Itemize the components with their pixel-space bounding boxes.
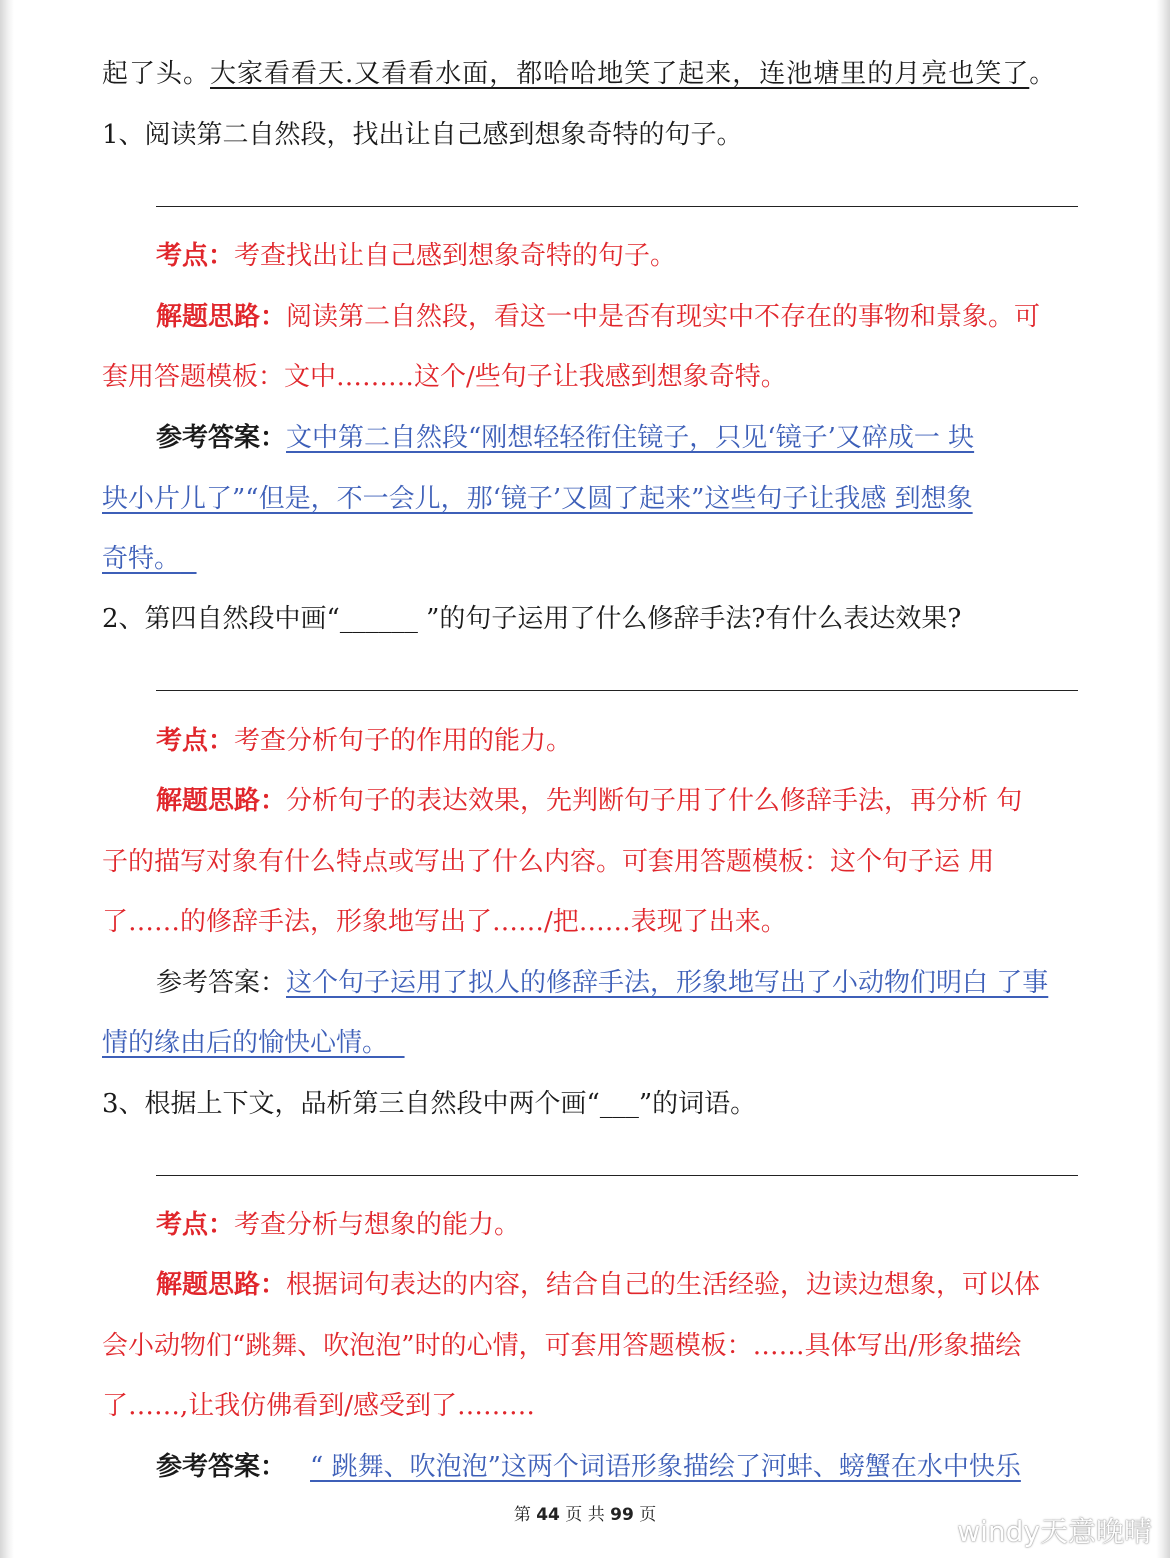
- q3-answer: [156, 1449, 1078, 1485]
- page-edge-left: [0, 0, 14, 1558]
- q2-kaodian-label: 考点：: [156, 726, 235, 756]
- footer-total-pages: 99: [610, 1505, 634, 1525]
- q3-answer-line1: “ 跳舞、吹泡泡”这两个词语形象描绘了河蚌、螃蟹在水中快乐: [310, 1452, 1021, 1482]
- q3-kaodian-label: 考点：: [156, 1210, 235, 1240]
- q1-answer-label: 参考答案：: [156, 423, 287, 453]
- q3-answer-label: 参考答案：: [156, 1452, 287, 1482]
- q3-question-b: ”的词语。: [638, 1089, 757, 1119]
- q3-silu: [156, 1267, 1078, 1303]
- q2-answer-label: 参考答案：: [156, 968, 287, 998]
- story-end-line: [102, 56, 1078, 92]
- q2-question-blank: ______: [339, 604, 418, 634]
- q2-answer-rule: [156, 690, 1078, 691]
- footer-pre: 第: [513, 1505, 531, 1525]
- q2-kaodian: [156, 723, 1078, 759]
- footer-mid: 页 共: [565, 1505, 605, 1525]
- q2-silu-line1: 分析句子的表达效果，先判断句子用了什么修辞手法，再分析 句: [286, 786, 1023, 816]
- q3-silu-label: 解题思路：: [156, 1270, 287, 1300]
- q1-answer-line2: 块小片儿了”“但是，不一会儿，那‘镜子’又圆了起来”这些句子让我感 到想象: [102, 484, 973, 514]
- q2-answer-line2: 情的缘由后的愉快心情。: [102, 1028, 389, 1058]
- q3-silu-line3: 了……,让我仿佛看到/感受到了………: [102, 1391, 536, 1421]
- q1-answer-line3: 奇特。: [102, 544, 181, 574]
- q3-silu-line2: 会小动物们“跳舞、吹泡泡”时的心情，可套用答题模板：……具体写出/形象描绘: [102, 1331, 1022, 1361]
- q3-kaodian-text: 考查分析与想象的能力。: [234, 1210, 521, 1240]
- story-end-prefix: 起了头。: [102, 59, 211, 89]
- q1-kaodian-text: 考查找出让自己感到想象奇特的句子。: [234, 241, 677, 271]
- q2-kaodian-text: 考查分析句子的作用的能力。: [234, 726, 573, 756]
- q1-kaodian-label: 考点：: [156, 241, 235, 271]
- q1-answer-line3-wrap: [102, 541, 1078, 577]
- q2-silu: [156, 783, 1078, 819]
- story-end-underlined: 大家看看天.又看看水面，都哈哈地笑了起来，连池塘里的月亮也笑了: [210, 59, 1030, 89]
- q2-question-a: 2、第四自然段中画“: [102, 604, 340, 634]
- q1-kaodian: [156, 238, 1078, 274]
- watermark: windy天意晚晴: [957, 1515, 1152, 1548]
- footer-post: 页: [639, 1505, 657, 1525]
- q1-silu-label: 解题思路：: [156, 302, 287, 332]
- q1-silu-line2: 套用答题模板：文中………这个/些句子让我感到想象奇特。: [102, 362, 787, 392]
- q3-silu-line1: 根据词句表达的内容，结合自己的生活经验，边读边想象，可以体: [286, 1270, 1041, 1300]
- footer-page-number: 44: [536, 1505, 560, 1525]
- q3-question-blank: ___: [599, 1089, 639, 1119]
- q3-kaodian: [156, 1207, 1078, 1243]
- q2-silu-line2: 子的描写对象有什么特点或写出了什么内容。可套用答题模板：这个句子运 用: [102, 847, 995, 877]
- q3-question-a: 3、根据上下文，品析第三自然段中两个画“: [102, 1089, 600, 1119]
- q3-answer-rule: [156, 1175, 1078, 1176]
- page-edge-right: [1156, 0, 1170, 1558]
- story-end-suffix: 。: [1029, 59, 1057, 89]
- q2-answer-line1: 这个句子运用了拟人的修辞手法，形象地写出了小动物们明白 了事: [286, 968, 1049, 998]
- q1-answer-line1: 文中第二自然段“刚想轻轻衔住镜子，只见‘镜子’又碎成一 块: [286, 423, 975, 453]
- q2-question: [102, 601, 1078, 637]
- q2-answer: [156, 965, 1078, 1001]
- q1-question: 1、阅读第二自然段，找出让自己感到想象奇特的句子。: [102, 120, 743, 150]
- q2-silu-label: 解题思路：: [156, 786, 287, 816]
- q1-answer: [156, 420, 1078, 456]
- q2-question-b: ”的句子运用了什么修辞手法?有什么表达效果?: [417, 604, 962, 634]
- q1-answer-rule: [156, 206, 1078, 207]
- q2-silu-line3: 了……的修辞手法，形象地写出了……/把……表现了出来。: [102, 907, 787, 937]
- q1-silu-line1: 阅读第二自然段，看这一中是否有现实中不存在的事物和景象。可: [286, 302, 1041, 332]
- q1-silu: [156, 299, 1078, 335]
- q3-question: [102, 1086, 1078, 1122]
- q2-answer-line2-wrap: [102, 1025, 1078, 1061]
